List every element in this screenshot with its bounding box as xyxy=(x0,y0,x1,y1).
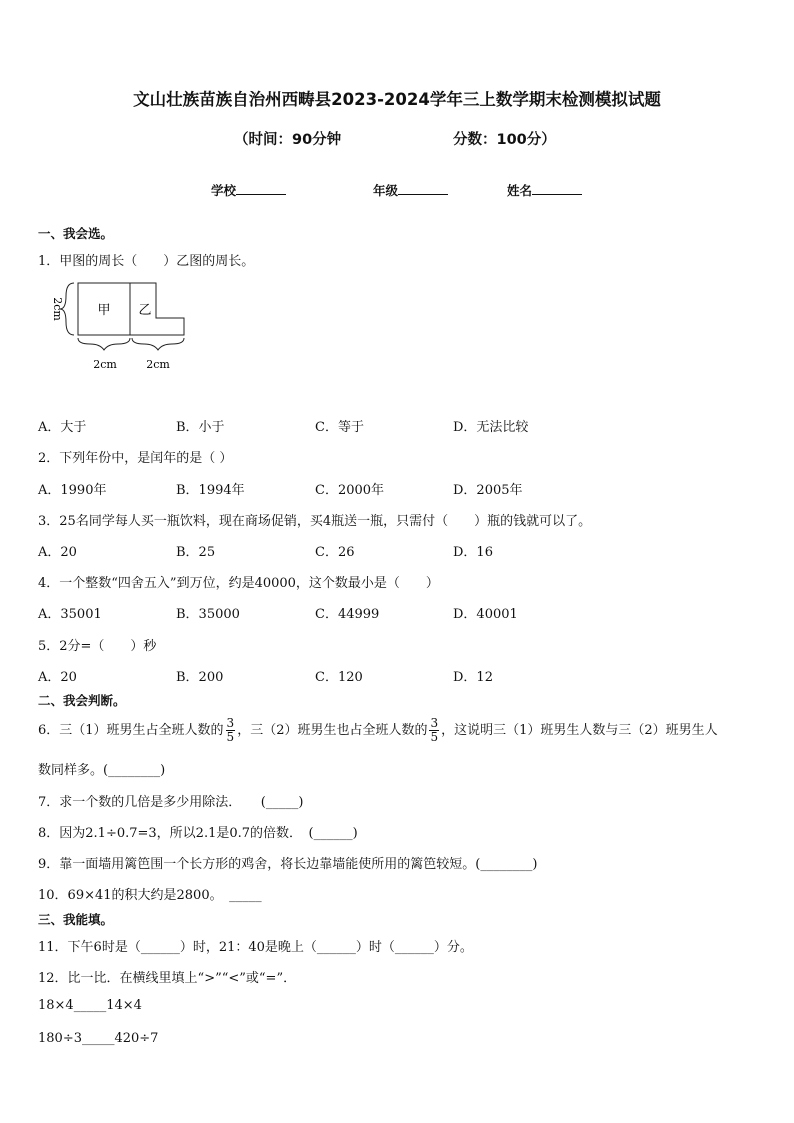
question-8: 8．因为2.1÷0.7=3，所以2.1是0.7的倍数． (______) xyxy=(38,826,358,841)
question-6-cont: 数同样多。(________) xyxy=(38,763,166,778)
q5-option-c[interactable]: C．120 xyxy=(315,670,363,685)
name-field xyxy=(507,181,582,199)
q6-frac1-denominator: 5 xyxy=(226,730,235,744)
name-label: 姓名 xyxy=(507,183,533,198)
grade-blank[interactable] xyxy=(398,182,448,195)
question-12: 12．比一比．在横线里填上“>”“<”或“=”． xyxy=(38,971,297,986)
q6-fraction-1 xyxy=(226,717,236,744)
question-12-b: 180÷3_____420÷7 xyxy=(38,1031,159,1046)
label-yi: 乙 xyxy=(138,303,152,318)
exam-score: 分数：100分） xyxy=(453,132,556,148)
q2-option-c[interactable]: C．2000年 xyxy=(315,483,385,498)
q1-option-c[interactable]: C．等于 xyxy=(315,420,364,435)
q2-option-b[interactable]: B．1994年 xyxy=(176,483,245,498)
q1-option-d[interactable]: D．无法比较 xyxy=(453,420,529,435)
question-3: 3．25名同学每人买一瓶饮料，现在商场促销，买4瓶送一瓶，只需付（ ）瓶的钱就可以了。 xyxy=(38,514,592,529)
q6-frac2-numerator: 3 xyxy=(430,716,439,730)
q6-part-c: ，这说明三（1）班男生人数与三（2）班男生人 xyxy=(441,723,718,738)
label-jia: 甲 xyxy=(97,303,111,318)
q3-option-c[interactable]: C．26 xyxy=(315,545,355,560)
q1-option-a[interactable]: A．大于 xyxy=(38,420,87,435)
question-7: 7．求一个数的几倍是多少用除法． (_____) xyxy=(38,795,304,810)
question-4: 4．一个整数“四舍五入”到万位，约是40000，这个数最小是（ ） xyxy=(38,576,439,591)
page-title: 文山壮族苗族自治州西畴县2023-2024学年三上数学期末检测模拟试题 xyxy=(133,90,661,109)
q1-option-b[interactable]: B．小于 xyxy=(176,420,225,435)
q3-option-b[interactable]: B．25 xyxy=(176,545,216,560)
q4-option-a[interactable]: A．35001 xyxy=(38,607,102,622)
section-1-heading: 一、我会选。 xyxy=(38,226,114,241)
name-blank[interactable] xyxy=(532,182,582,195)
height-label: 2cm xyxy=(51,297,64,321)
grade-field xyxy=(373,181,448,199)
q4-option-b[interactable]: B．35000 xyxy=(176,607,240,622)
width-label-1: 2cm xyxy=(93,358,117,371)
width-label-2: 2cm xyxy=(146,358,170,371)
q4-option-c[interactable]: C．44999 xyxy=(315,607,380,622)
width-brace-2 xyxy=(132,338,184,350)
exam-time: （时间：90分钟 xyxy=(234,132,342,148)
question-1: 1．甲图的周长（ ）乙图的周长。 xyxy=(38,254,255,269)
q6-part-a: 6．三（1）班男生占全班人数的 xyxy=(38,723,224,738)
section-2-heading: 二、我会判断。 xyxy=(38,693,126,708)
perimeter-figure xyxy=(38,278,198,378)
school-blank[interactable] xyxy=(236,182,286,195)
grade-label: 年级 xyxy=(373,183,399,198)
question-2: 2．下列年份中，是闰年的是（ ） xyxy=(38,451,233,466)
section-3-heading: 三、我能填。 xyxy=(38,912,114,927)
q2-option-a[interactable]: A．1990年 xyxy=(38,483,107,498)
question-6 xyxy=(38,712,718,750)
q6-frac2-denominator: 5 xyxy=(430,730,439,744)
question-12-a: 18×4_____14×4 xyxy=(38,998,142,1013)
school-field xyxy=(211,181,286,199)
q6-frac1-numerator: 3 xyxy=(226,716,235,730)
q5-option-d[interactable]: D．12 xyxy=(453,670,493,685)
q4-option-d[interactable]: D．40001 xyxy=(453,607,518,622)
question-5: 5．2分=（ ）秒 xyxy=(38,639,157,654)
q3-option-d[interactable]: D．16 xyxy=(453,545,493,560)
q2-option-d[interactable]: D．2005年 xyxy=(453,483,523,498)
question-9: 9．靠一面墙用篱笆围一个长方形的鸡舍，将长边靠墙能使所用的篱笆较短。(________) xyxy=(38,857,538,872)
question-10: 10．69×41的积大约是2800。 _____ xyxy=(38,888,262,903)
q5-option-a[interactable]: A．20 xyxy=(38,670,77,685)
q6-part-b: ，三（2）班男生也占全班人数的 xyxy=(237,723,428,738)
school-label: 学校 xyxy=(211,183,237,198)
question-11: 11．下午6时是（______）时，21：40是晚上（______）时（______）分。 xyxy=(38,940,473,955)
q6-fraction-2 xyxy=(429,717,439,744)
width-brace-1 xyxy=(78,338,130,350)
q3-option-a[interactable]: A．20 xyxy=(38,545,77,560)
q5-option-b[interactable]: B．200 xyxy=(176,670,224,685)
